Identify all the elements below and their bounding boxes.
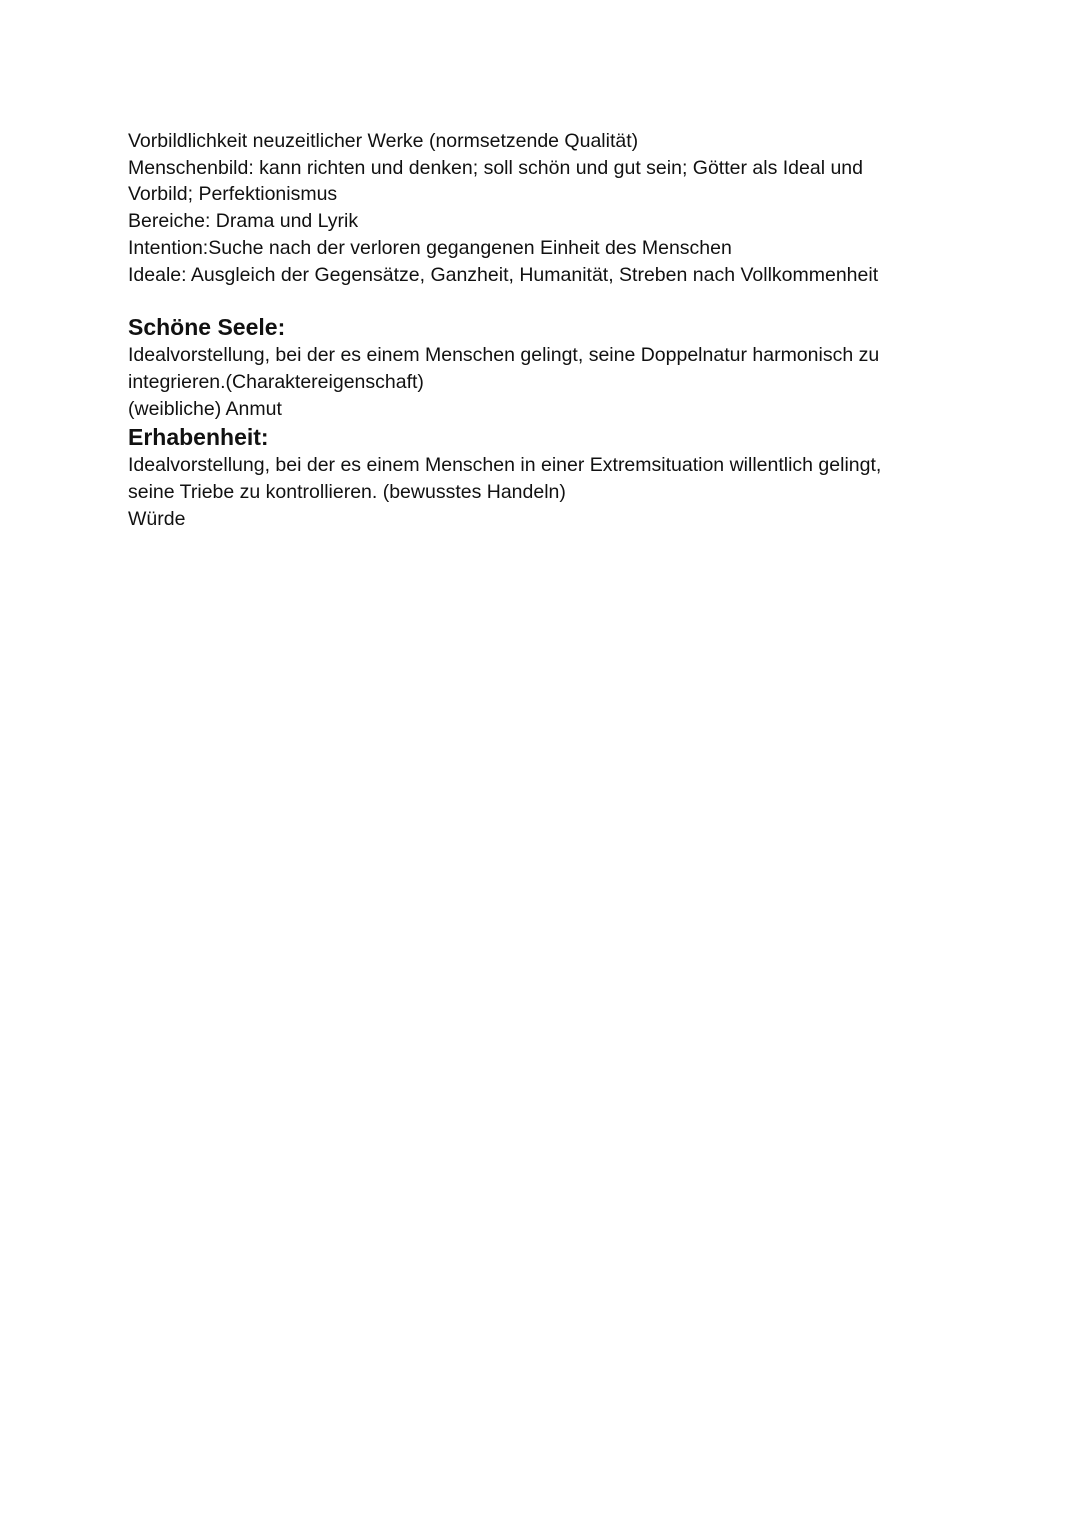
intro-line-vorbildlichkeit: Vorbildlichkeit neuzeitlicher Werke (normsetzende Qualität) (128, 130, 639, 152)
erhabenheit-keyword: Würde (128, 507, 186, 530)
schoene-seele-heading: Schöne Seele: (128, 314, 286, 341)
erhabenheit-section (128, 422, 928, 532)
document-page (128, 128, 928, 532)
erhabenheit-definition: Idealvorstellung, bei der es einem Menschen in einer Extremsituation willentlich gelingt, seine Triebe zu kontrollieren. (bewusstes Handeln) (128, 454, 882, 504)
erhabenheit-heading: Erhabenheit: (128, 424, 269, 451)
intro-line-menschenbild: Menschenbild: kann richten und denken; soll schön und gut sein; Götter als Ideal und Vorbild; Perfektionismus (128, 156, 863, 206)
section-spacer (128, 288, 928, 312)
schoene-seele-keyword: (weibliche) Anmut (128, 397, 282, 420)
schoene-seele-definition: Idealvorstellung, bei der es einem Menschen gelingt, seine Doppelnatur harmonisch zu integrieren.(Charaktereigenschaft) (128, 344, 880, 393)
schoene-seele-section (128, 312, 928, 422)
intro-section (128, 128, 928, 288)
intro-line-ideale: Ideale: Ausgleich der Gegensätze, Ganzheit, Humanität, Streben nach Vollkommenheit (128, 263, 879, 286)
intro-line-bereiche: Bereiche: Drama und Lyrik (128, 210, 359, 233)
intro-line-intention: Intention:Suche nach der verloren gegangenen Einheit des Menschen (128, 236, 732, 259)
